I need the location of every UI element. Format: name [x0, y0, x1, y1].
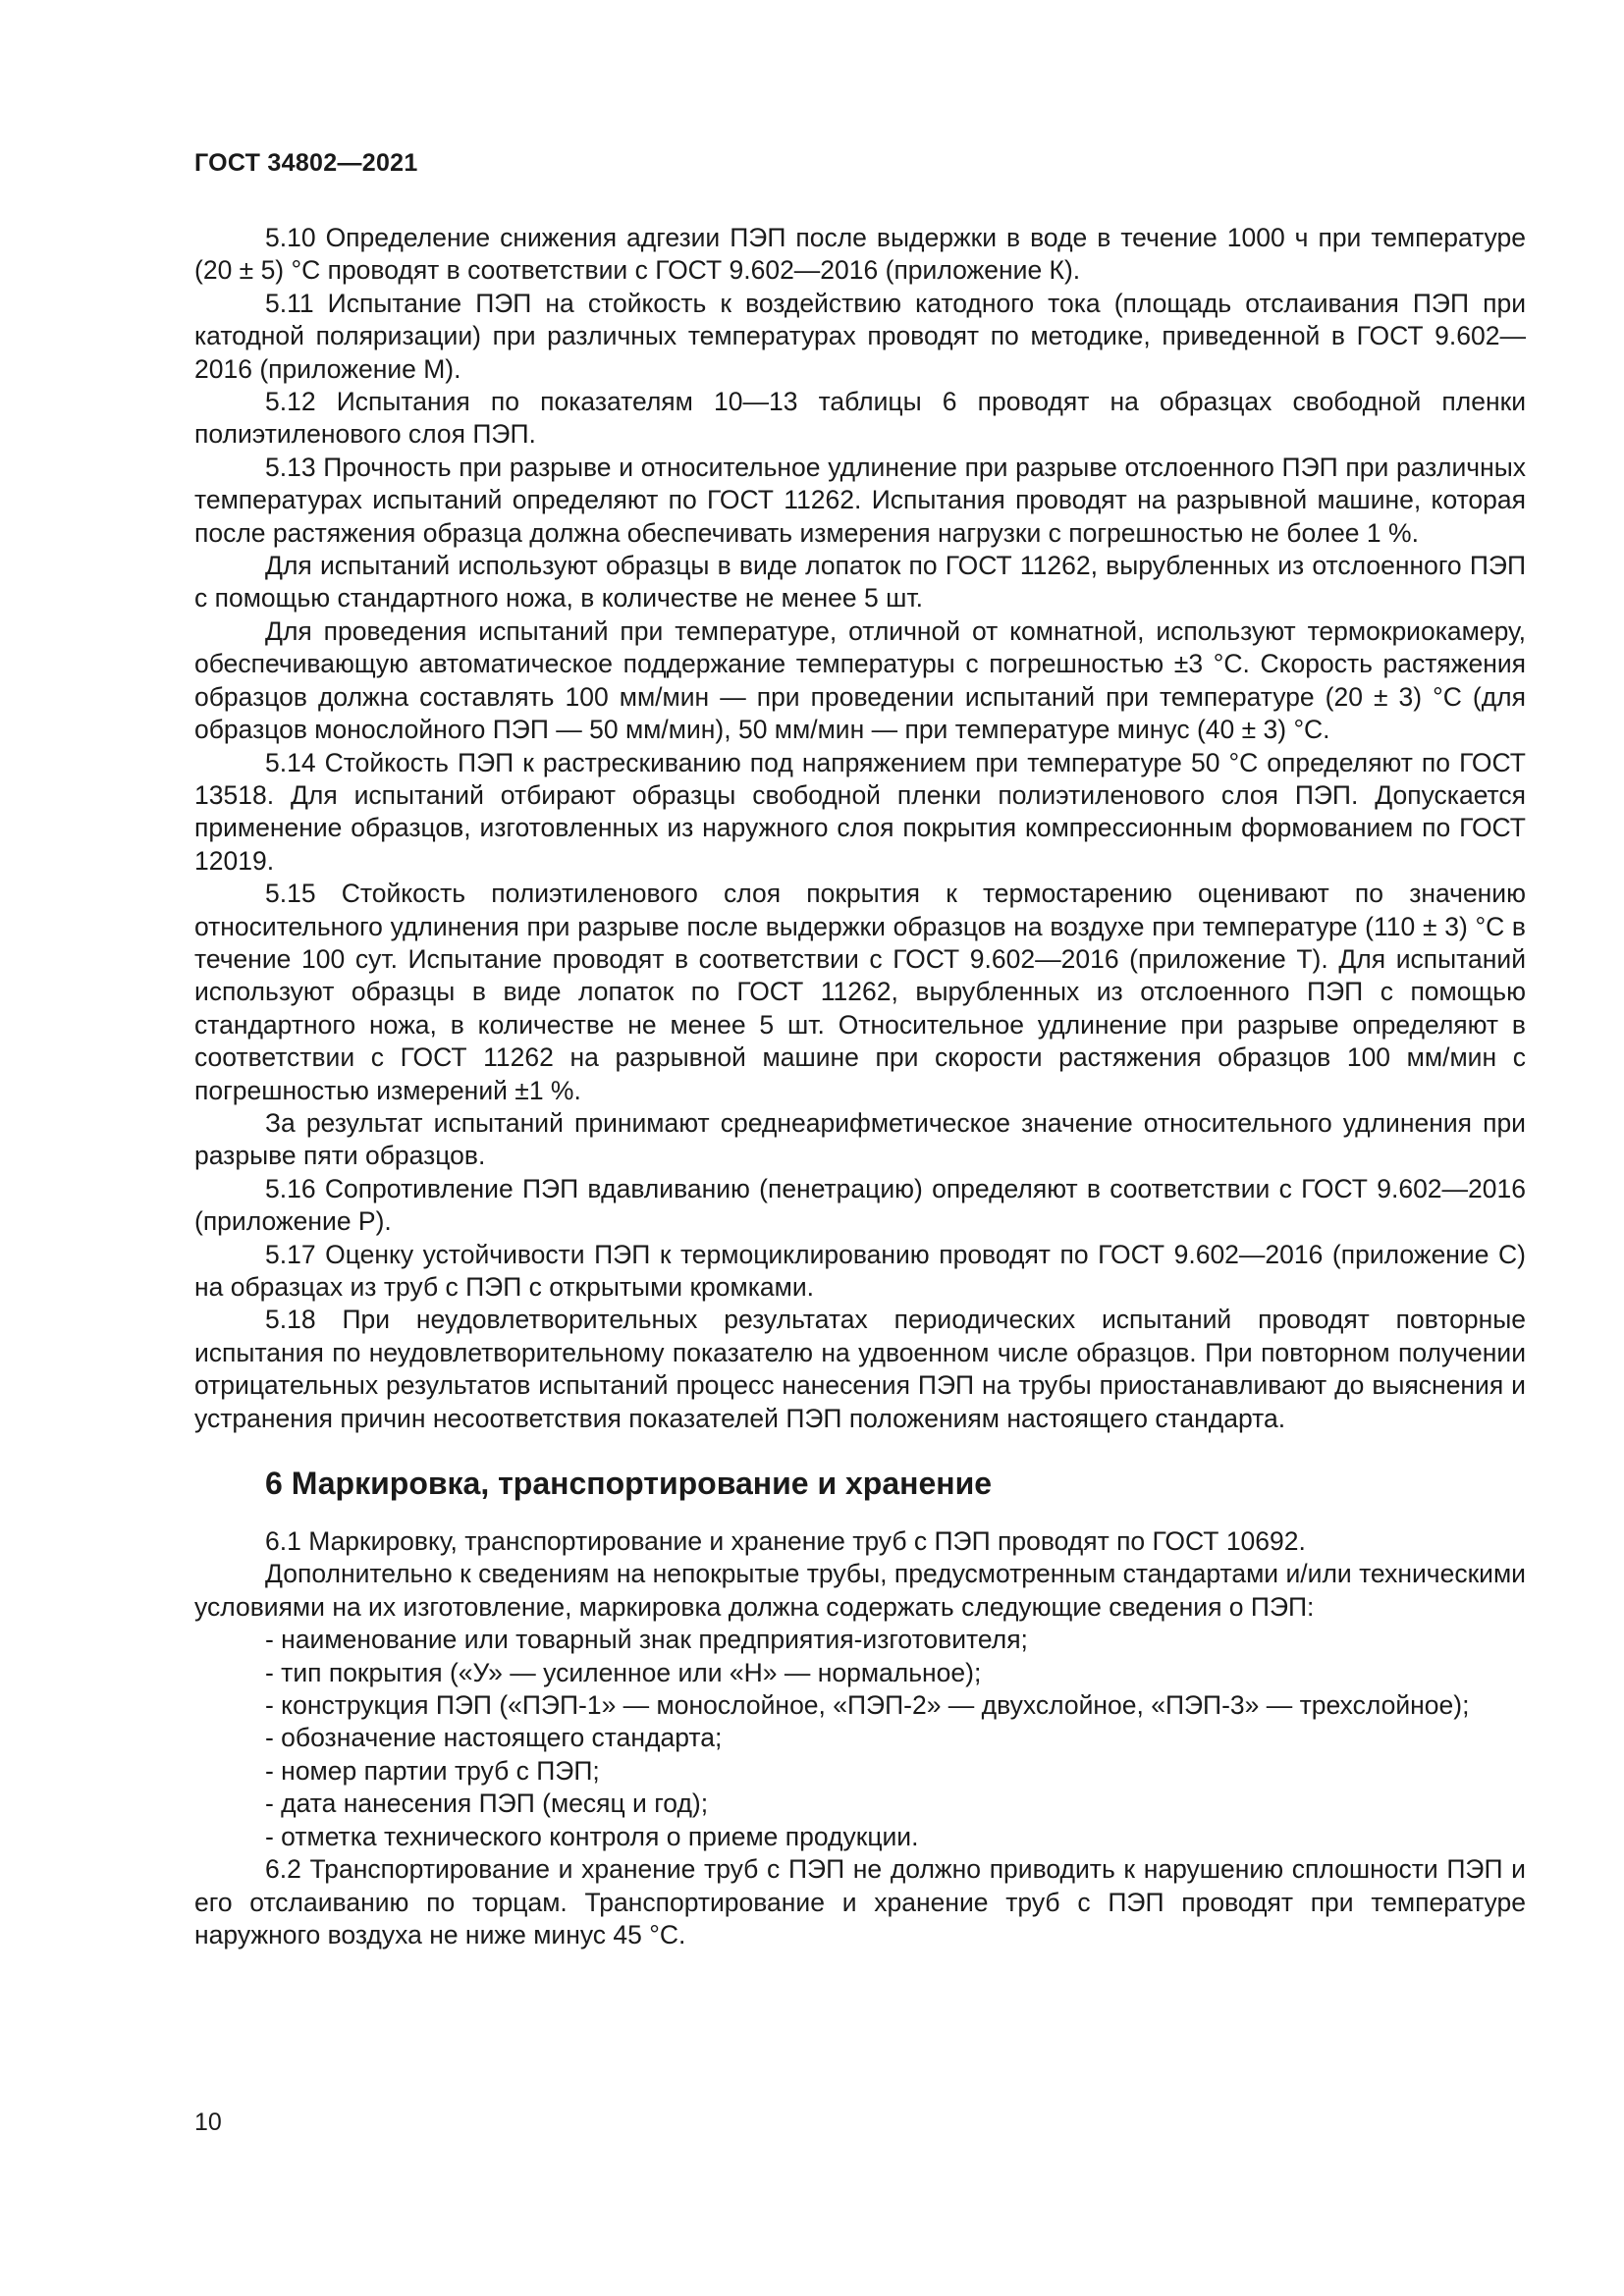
page-number: 10 — [194, 2109, 222, 2136]
document-body — [194, 222, 1526, 1951]
paragraph-5-17: 5.17 Оценку устойчивости ПЭП к термоциклированию проводят по ГОСТ 9.602—2016 (приложение С) на образцах из труб с ПЭП с открытыми кромками. — [194, 1239, 1526, 1302]
list-item: - конструкция ПЭП («ПЭП-1» — монослойное, «ПЭП-2» — двухслойное, «ПЭП-3» — трехслойное); — [265, 1690, 1470, 1721]
paragraph-5-10: 5.10 Определение снижения адгезии ПЭП после выдержки в воде в течение 1000 ч при температуре (20 ± 5) °С проводят в соответствии с ГОСТ 9.602—2016 (приложение К). — [194, 223, 1526, 286]
paragraph-5-14: 5.14 Стойкость ПЭП к растрескиванию под напряжением при температуре 50 °С определяют по ГОСТ 13518. Для испытаний отбирают образцы свободной пленки полиэтиленового слоя ПЭП. Допускается применение образцов, изготовленных из наружного слоя покрытия компрессионным формованием по ГОСТ 12019. — [194, 747, 1526, 876]
paragraph-5-12: 5.12 Испытания по показателям 10—13 таблицы 6 проводят на образцах свободной пленки полиэтиленового слоя ПЭП. — [194, 387, 1526, 450]
paragraph-6-1-additional: Дополнительно к сведениям на непокрытые трубы, предусмотренным стандартами и/или техническими условиями на их изготовление, маркировка должна содержать следующие сведения о ПЭП: — [194, 1559, 1526, 1622]
paragraph-5-16: 5.16 Сопротивление ПЭП вдавливанию (пенетрацию) определяют в соответствии с ГОСТ 9.602—2016 (приложение Р). — [194, 1173, 1526, 1237]
paragraph-5-13-temperature: Для проведения испытаний при температуре, отличной от комнатной, используют термокриокамеру, обеспечивающую автоматическое поддержание температуры с погрешностью ±3 °С. Скорость растяжения образцов должна составлять 100 мм/мин — при проведении испытаний при температуре (20 ± 3) °С (для образцов монослойного ПЭП — 50 мм/мин), 50 мм/мин — при температуре минус (40 ± 3) °С. — [194, 615, 1526, 745]
paragraph-5-15-result: За результат испытаний принимают среднеарифметическое значение относительного удлинения при разрыве пяти образцов. — [194, 1107, 1526, 1171]
paragraph-5-15: 5.15 Стойкость полиэтиленового слоя покрытия к термостарению оценивают по значению относительного удлинения при разрыве после выдержки образцов на воздухе при температуре (110 ± 3) °С в течение 100 сут. Испытание проводят в соответствии с ГОСТ 9.602—2016 (приложение Т). Для испытаний используют образцы в виде лопаток по ГОСТ 11262, вырубленных из отслоенного ПЭП с помощью стандартного ножа, в количестве не менее 5 шт. Относительное удлинение при разрыве определяют в соответствии с ГОСТ 11262 на разрывной машине при скорости растяжения образцов 100 мм/мин с погрешностью измерений ±1 %. — [194, 879, 1526, 1105]
paragraph-6-2: 6.2 Транспортирование и хранение труб с ПЭП не должно приводить к нарушению сплошности ПЭП и его отслаиванию по торцам. Транспортирование и хранение труб с ПЭП проводят при температуре наружного воздуха не ниже минус 45 °С. — [194, 1854, 1526, 1949]
list-item: - наименование или товарный знак предприятия-изготовителя; — [265, 1625, 1028, 1655]
list-item: - отметка технического контроля о приеме продукции. — [265, 1821, 919, 1851]
section-heading: 6 Маркировка, транспортирование и хранение — [265, 1466, 993, 1502]
paragraph-6-1: 6.1 Маркировку, транспортирование и хранение труб с ПЭП проводят по ГОСТ 10692. — [265, 1526, 1306, 1557]
list-item: - тип покрытия («У» — усиленное или «Н» — нормальное); — [265, 1657, 982, 1687]
list-item: - дата нанесения ПЭП (месяц и год); — [265, 1789, 709, 1819]
paragraph-5-13-samples: Для испытаний используют образцы в виде лопаток по ГОСТ 11262, вырубленных из отслоенного ПЭП с помощью стандартного ножа, в количестве не менее 5 шт. — [194, 551, 1526, 614]
paragraph-5-18: 5.18 При неудовлетворительных результатах периодических испытаний проводят повторные испытания по неудовлетворительному показателю на удвоенном числе образцов. При повторном получении отрицательных результатов испытаний процесс нанесения ПЭП на трубы приостанавливают до выяснения и устранения причин несоответствия показателей ПЭП положениям настоящего стандарта. — [194, 1305, 1526, 1433]
document-header: ГОСТ 34802—2021 — [194, 149, 418, 177]
paragraph-5-11: 5.11 Испытание ПЭП на стойкость к воздействию катодного тока (площадь отслаивания ПЭП при катодной поляризации) при различных температурах проводят по методике, приведенной в ГОСТ 9.602—2016 (приложение М). — [194, 288, 1526, 384]
paragraph-5-13: 5.13 Прочность при разрыве и относительное удлинение при разрыве отслоенного ПЭП при различных температурах испытаний определяют по ГОСТ 11262. Испытания проводят на разрывной машине, которая после растяжения образца должна обеспечивать измерения нагрузки с погрешностью не более 1 %. — [194, 452, 1526, 548]
list-item: - номер партии труб с ПЭП; — [265, 1755, 600, 1786]
list-item: - обозначение настоящего стандарта; — [265, 1723, 723, 1753]
